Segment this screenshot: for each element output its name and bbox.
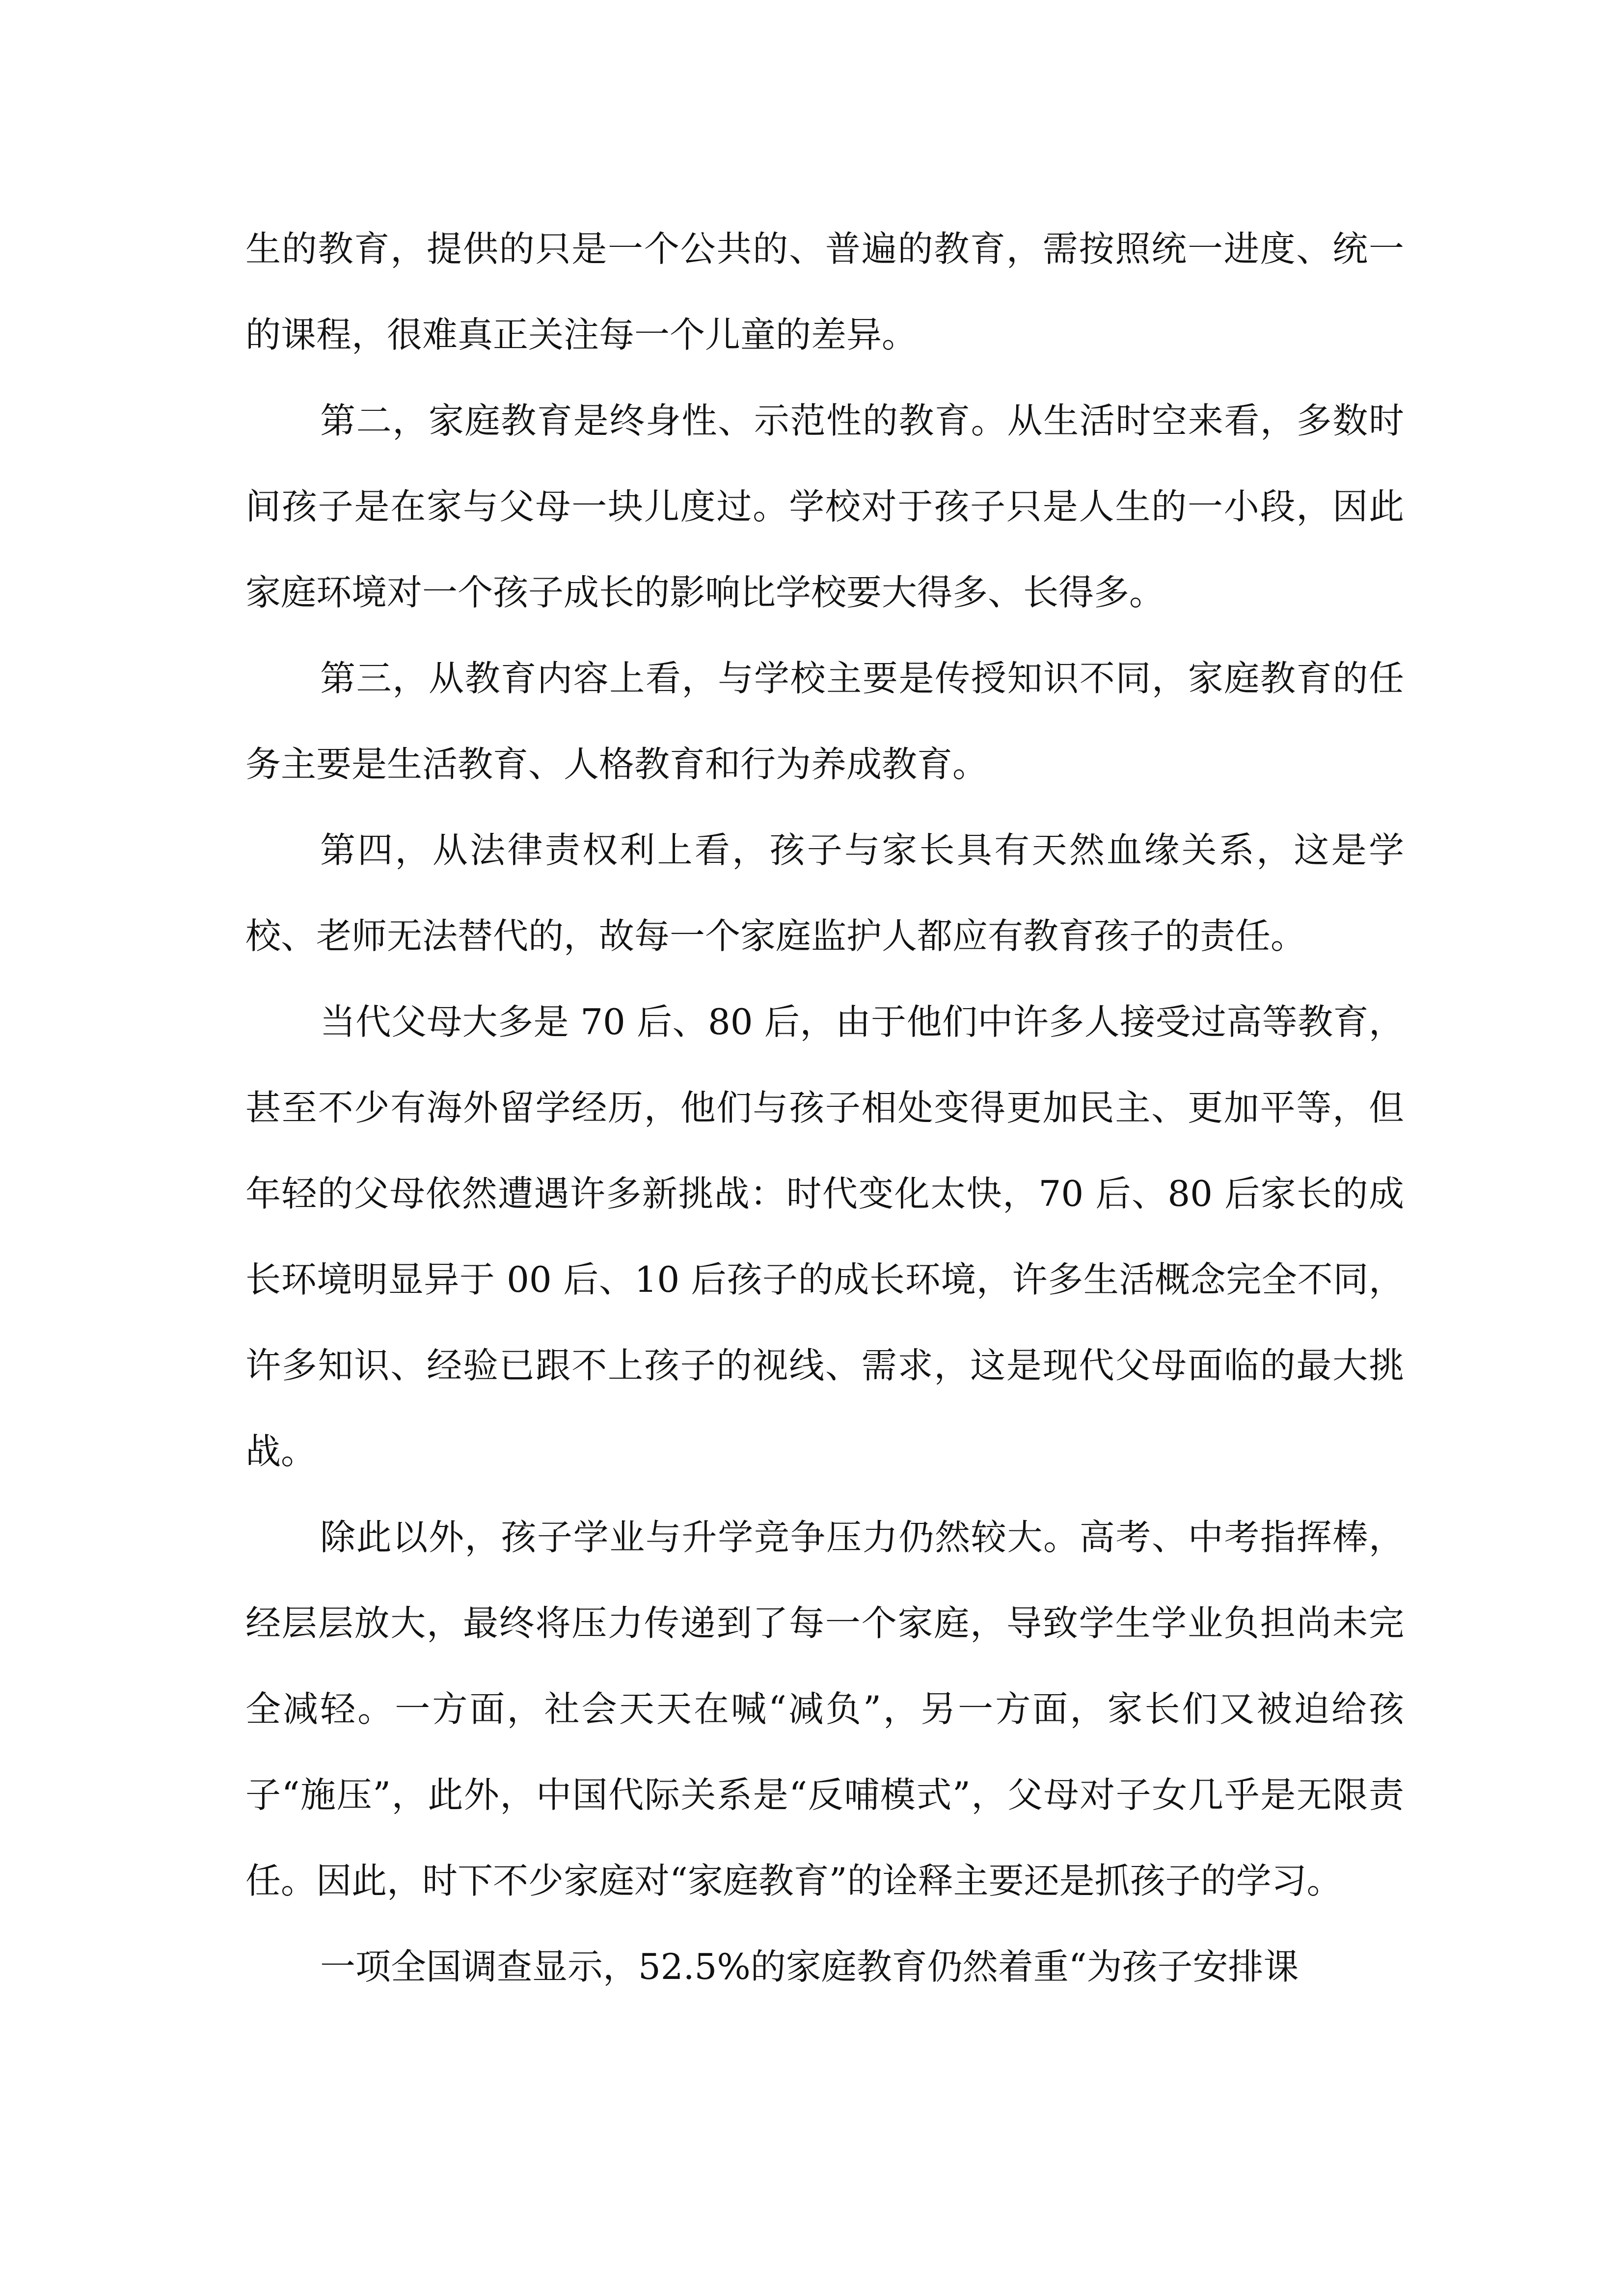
paragraph-fourth-point: 第四，从法律责权利上看，孩子与家长具有天然血缘关系，这是学校、老师无法替代的，故每一个家庭监护人都应有教育孩子的责任。: [245, 829, 1404, 957]
paragraph-modern-parents: 当代父母大多是 70 后、80 后，由于他们中许多人接受过高等教育，甚至不少有海外留学经历，他们与孩子相处变得更加民主、更加平等，但年轻的父母依然遭遇许多新挑战：时代变化太快，70 后、80 后家长的成长环境明显异于 00 后、10 后孩子的成长环境，许多生活概念完全不同，许多知识、经验已跟不上孩子的视线、需求，这是现代父母面临的最大挑战。: [245, 1001, 1404, 1472]
paragraph-continuation: 生的教育，提供的只是一个公共的、普遍的教育，需按照统一进度、统一的课程，很难真正关注每一个儿童的差异。: [245, 228, 1404, 355]
paragraph-second-point: 第二，家庭教育是终身性、示范性的教育。从生活时空来看，多数时间孩子是在家与父母一块儿度过。学校对于孩子只是人生的一小段，因此家庭环境对一个孩子成长的影响比学校要大得多、长得多。: [245, 400, 1404, 613]
paragraph-third-point: 第三，从教育内容上看，与学校主要是传授知识不同，家庭教育的任务主要是生活教育、人格教育和行为养成教育。: [245, 658, 1404, 785]
body-text: [245, 206, 1404, 2010]
paragraph-academic-pressure: 除此以外，孩子学业与升学竞争压力仍然较大。高考、中考指挥棒，经层层放大，最终将压力传递到了每一个家庭，导致学生学业负担尚未完全减轻。一方面，社会天天在喊“减负”，另一方面，家长们又被迫给孩子“施压”，此外，中国代际关系是“反哺模式”，父母对子女几乎是无限责任。因此，时下不少家庭对“家庭教育”的诠释主要还是抓孩子的学习。: [245, 1517, 1404, 1901]
paragraph-survey: 一项全国调查显示，52.5%的家庭教育仍然着重“为孩子安排课: [320, 1946, 1299, 1987]
